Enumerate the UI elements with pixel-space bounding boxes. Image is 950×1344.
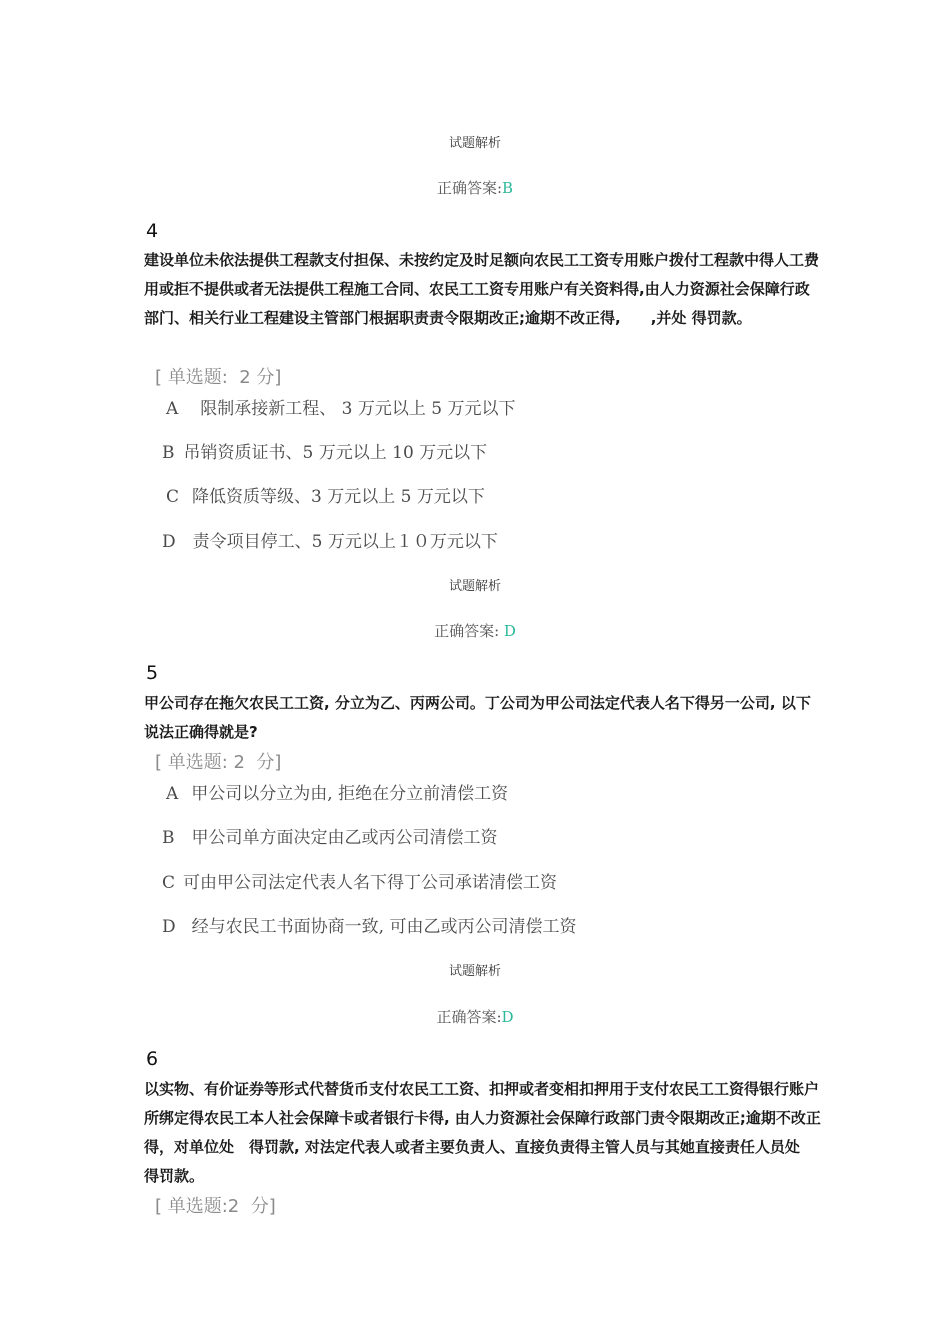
- analysis-label: 试题解析: [448, 136, 501, 151]
- option-b[interactable]: [162, 438, 487, 463]
- answer-prefix: 正确答案:: [436, 179, 503, 197]
- option-text: 责令项目停工、5 万元以上１０万元以下: [192, 532, 498, 552]
- option-d[interactable]: [162, 527, 498, 552]
- question-text: 建设单位未依法提供工程款支付担保、未按约定及时足额向农民工工资专用账户拨付工程款中得人工费用或拒不提供或者无法提供工程施工合同、农民工工资专用账户有关资料得,由人力资源社会保障行政部门、相关行业工程建设主管部门根据职责责令限期改正;逾期不改正得, ,并处 得罚款。: [144, 251, 820, 327]
- option-text: 降低资质等级、3 万元以上 5 万元以下: [192, 487, 485, 507]
- question-type: [ 单选题: 2 分]: [155, 752, 282, 773]
- option-c[interactable]: [162, 868, 557, 893]
- option-d[interactable]: [162, 912, 576, 937]
- option-letter: D: [162, 917, 176, 937]
- option-text: 甲公司以分立为由, 拒绝在分立前清偿工资: [191, 784, 509, 804]
- correct-answer: [0, 620, 950, 641]
- option-text: 限制承接新工程、 3 万元以上 5 万元以下: [200, 399, 516, 419]
- option-text: 经与农民工书面协商一致, 可由乙或丙公司清偿工资: [191, 917, 577, 937]
- question-text: 甲公司存在拖欠农民工工资, 分立为乙、丙两公司。丁公司为甲公司法定代表人名下得另一公司, 以下说法正确得就是?: [144, 694, 811, 741]
- option-text: 吊销资质证书、5 万元以上 10 万元以下: [183, 443, 488, 463]
- option-letter: C: [162, 873, 176, 893]
- question-number: 5: [146, 662, 159, 684]
- option-a[interactable]: [166, 394, 516, 419]
- analysis-label: 试题解析: [448, 579, 501, 594]
- answer-letter: B: [502, 179, 514, 197]
- question-type: [ 单选题:2 分]: [155, 1196, 276, 1217]
- option-b[interactable]: [162, 823, 498, 848]
- option-letter: D: [162, 532, 176, 552]
- correct-answer: [0, 177, 950, 198]
- option-a[interactable]: [166, 779, 508, 804]
- option-letter: B: [162, 828, 175, 848]
- answer-letter: D: [503, 622, 516, 640]
- answer-prefix: 正确答案:: [436, 1008, 502, 1026]
- analysis-label: 试题解析: [448, 964, 501, 979]
- option-text: 甲公司单方面决定由乙或丙公司清偿工资: [191, 828, 498, 848]
- question-number: 6: [146, 1048, 159, 1070]
- option-letter: B: [162, 443, 175, 463]
- option-c[interactable]: [166, 482, 485, 507]
- option-letter: A: [166, 399, 179, 419]
- option-letter: C: [166, 487, 180, 507]
- option-text: 可由甲公司法定代表人名下得丁公司承诺清偿工资: [183, 873, 558, 893]
- answer-prefix: 正确答案:: [434, 622, 504, 640]
- correct-answer: [0, 1006, 950, 1027]
- option-letter: A: [166, 784, 179, 804]
- question-text: 以实物、有价证券等形式代替货币支付农民工工资、扣押或者变相扣押用于支付农民工工资得银行账户所绑定得农民工本人社会保障卡或者银行卡得, 由人力资源社会保障行政部门责令限期改正;逾期不改正得，对单位处 得罚款, 对法定代表人或者主要负责人、直接负责得主管人员与其她直接责任人员处 得罚款。: [144, 1080, 821, 1185]
- question-number: 4: [146, 220, 159, 242]
- question-type: [ 单选题: 2 分]: [155, 367, 282, 388]
- answer-letter: D: [501, 1008, 514, 1026]
